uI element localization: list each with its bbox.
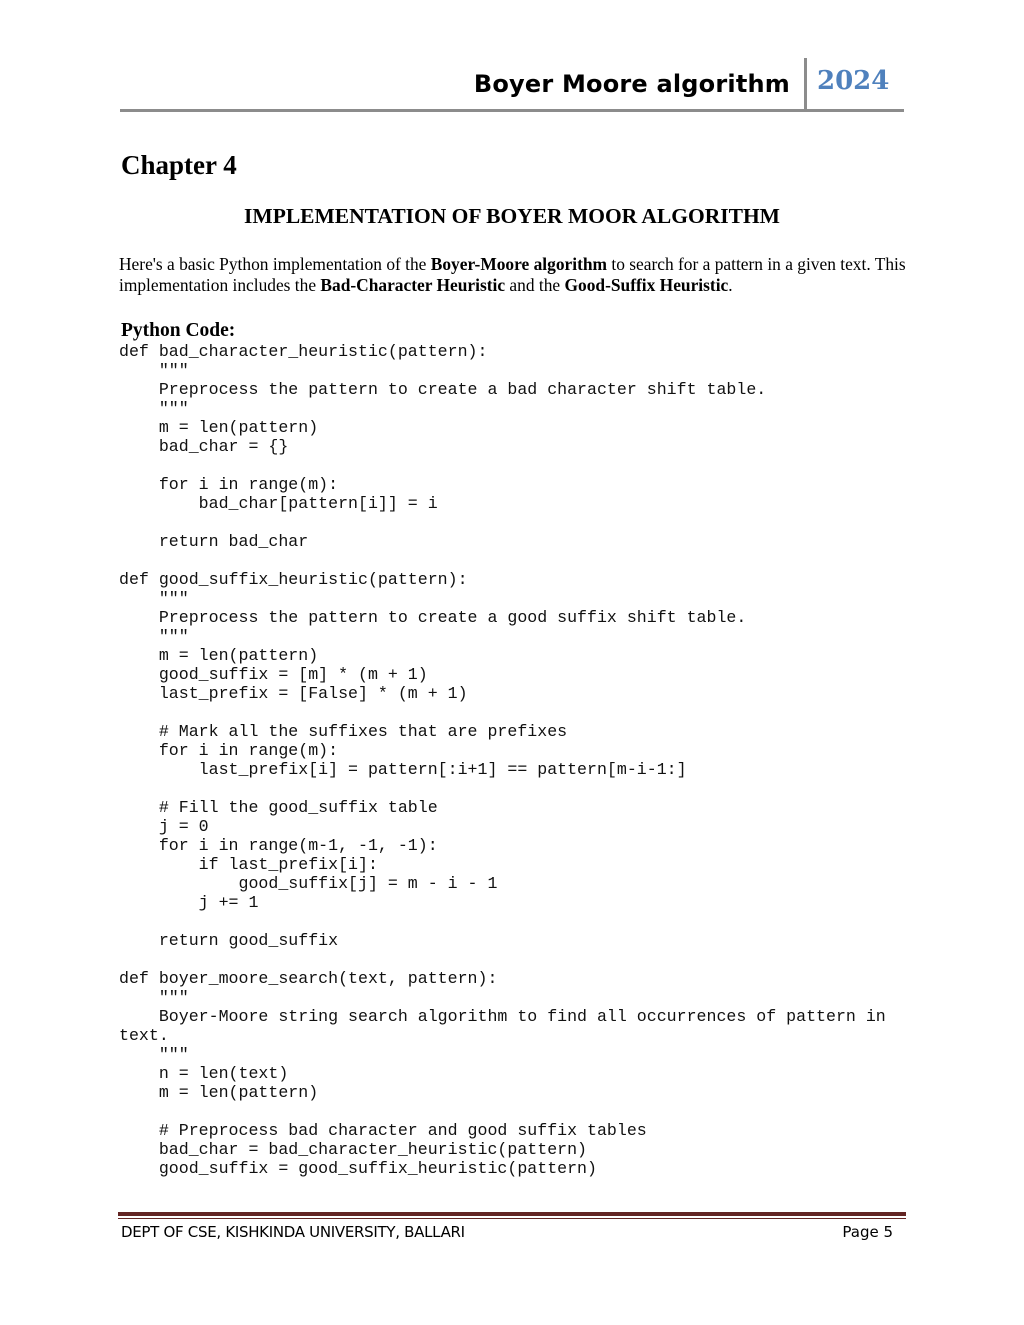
code-line: n = len(text) bbox=[119, 1064, 289, 1083]
code-line: Preprocess the pattern to create a bad character shift table. bbox=[119, 380, 767, 399]
code-line: """ bbox=[119, 627, 189, 646]
intro-text-4: . bbox=[728, 275, 733, 295]
intro-text-3: and the bbox=[505, 275, 565, 295]
header-title: Boyer Moore algorithm bbox=[473, 70, 790, 98]
code-line bbox=[119, 779, 909, 798]
code-line: text. bbox=[119, 1026, 169, 1045]
code-line bbox=[119, 1102, 909, 1121]
code-line: # Preprocess bad character and good suffix tables bbox=[119, 1121, 647, 1140]
section-title: IMPLEMENTATION OF BOYER MOOR ALGORITHM bbox=[244, 204, 780, 228]
footer-rule-thick bbox=[118, 1212, 906, 1216]
code-line: bad_char = {} bbox=[119, 437, 289, 456]
intro-bold-boyer-moore: Boyer-Moore algorithm bbox=[430, 254, 608, 274]
code-line: last_prefix[i] = pattern[:i+1] == pattern[m-i-1:] bbox=[119, 760, 687, 779]
code-line: def boyer_moore_search(text, pattern): bbox=[119, 969, 498, 988]
code-line: for i in range(m): bbox=[119, 741, 339, 760]
code-line: def bad_character_heuristic(pattern): bbox=[119, 342, 488, 361]
intro-bold-bad-character: Bad-Character Heuristic bbox=[320, 275, 506, 295]
code-line: j = 0 bbox=[119, 817, 209, 836]
code-line: j += 1 bbox=[119, 893, 259, 912]
code-line bbox=[119, 703, 909, 722]
code-line: Preprocess the pattern to create a good suffix shift table. bbox=[119, 608, 747, 627]
intro-text-2: to search for a pattern in a given text. This implementation includes the bbox=[119, 254, 906, 295]
code-line: last_prefix = [False] * (m + 1) bbox=[119, 684, 468, 703]
code-line bbox=[119, 513, 909, 532]
code-line: """ bbox=[119, 988, 189, 1007]
code-line: m = len(pattern) bbox=[119, 418, 319, 437]
code-line: """ bbox=[119, 589, 189, 608]
intro-text-1: Here's a basic Python implementation of the bbox=[119, 254, 431, 274]
footer-department: DEPT OF CSE, KISHKINDA UNIVERSITY, BALLARI bbox=[121, 1223, 465, 1241]
code-line: def good_suffix_heuristic(pattern): bbox=[119, 570, 468, 589]
header-rule bbox=[120, 109, 904, 112]
code-line: if last_prefix[i]: bbox=[119, 855, 378, 874]
header-divider bbox=[804, 58, 807, 112]
intro-paragraph bbox=[119, 254, 909, 296]
running-header bbox=[120, 58, 904, 112]
code-line: m = len(pattern) bbox=[119, 646, 319, 665]
footer-rule-thin bbox=[118, 1218, 906, 1219]
code-line: """ bbox=[119, 1045, 189, 1064]
code-line: return good_suffix bbox=[119, 931, 339, 950]
header-year: 2024 bbox=[817, 66, 890, 96]
footer-page-number: Page 5 bbox=[842, 1223, 893, 1241]
code-line: good_suffix[j] = m - i - 1 bbox=[119, 874, 498, 893]
code-line: Boyer-Moore string search algorithm to find all occurrences of pattern in bbox=[119, 1007, 886, 1026]
code-line bbox=[119, 551, 909, 570]
code-line: return bad_char bbox=[119, 532, 309, 551]
code-line: bad_char = bad_character_heuristic(pattern) bbox=[119, 1140, 588, 1159]
code-line: for i in range(m): bbox=[119, 475, 339, 494]
code-line bbox=[119, 950, 909, 969]
code-line: good_suffix = good_suffix_heuristic(pattern) bbox=[119, 1159, 597, 1178]
chapter-heading: Chapter 4 bbox=[121, 150, 237, 180]
code-line: good_suffix = [m] * (m + 1) bbox=[119, 665, 428, 684]
code-block bbox=[119, 342, 909, 1178]
code-line: bad_char[pattern[i]] = i bbox=[119, 494, 438, 513]
intro-bold-good-suffix: Good-Suffix Heuristic bbox=[564, 275, 729, 295]
code-line: m = len(pattern) bbox=[119, 1083, 319, 1102]
code-line bbox=[119, 912, 909, 931]
code-line: for i in range(m-1, -1, -1): bbox=[119, 836, 438, 855]
code-line bbox=[119, 456, 909, 475]
code-line: # Mark all the suffixes that are prefixes bbox=[119, 722, 568, 741]
code-line: # Fill the good_suffix table bbox=[119, 798, 438, 817]
code-line: """ bbox=[119, 361, 189, 380]
code-label: Python Code: bbox=[121, 320, 236, 341]
code-line: """ bbox=[119, 399, 189, 418]
